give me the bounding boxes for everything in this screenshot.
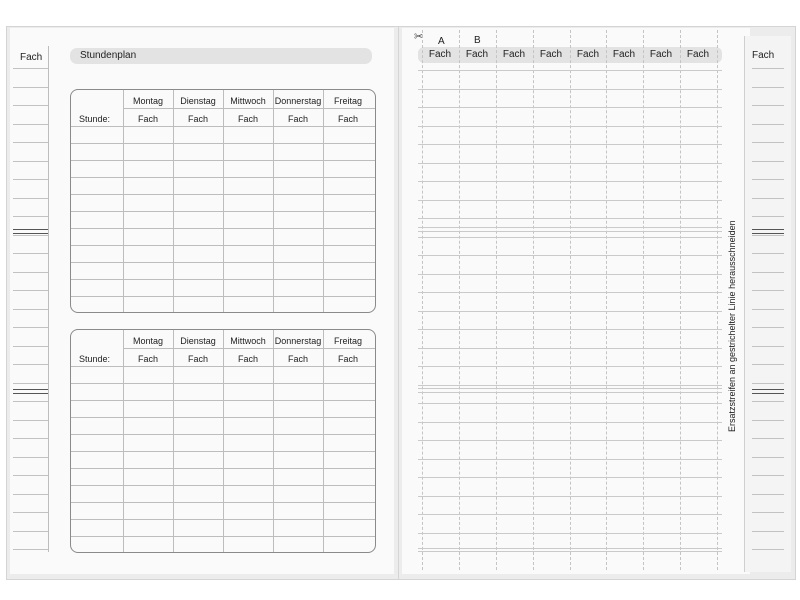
cell-label: Fach <box>137 354 158 364</box>
strip-rule <box>13 457 48 458</box>
spare-strip-rule <box>752 346 784 347</box>
strip-rule <box>13 420 48 421</box>
strip-rule <box>13 549 48 550</box>
column-label: Fach <box>465 49 489 60</box>
grid-row-line <box>71 366 375 367</box>
grid-row-line <box>123 348 375 349</box>
column-label: Fach <box>576 49 600 60</box>
grid-row-line <box>418 144 722 145</box>
strip-separator <box>13 233 48 234</box>
grid-row-line <box>418 348 722 349</box>
strip-rule <box>13 309 48 310</box>
spare-strip-separator <box>752 229 784 230</box>
grid-row-line <box>71 383 375 384</box>
grid-row-line <box>71 451 375 452</box>
strip-rule <box>13 327 48 328</box>
column-cut-line <box>422 30 423 570</box>
column-cut-line <box>533 30 534 570</box>
grid-row-line <box>123 108 375 109</box>
strip-rule <box>13 475 48 476</box>
grid-row-line <box>71 417 375 418</box>
page-title <box>70 48 372 64</box>
grid-row-line <box>418 533 722 534</box>
spare-strip-rule <box>752 327 784 328</box>
strip-rule <box>13 272 48 273</box>
strip-rule <box>13 401 48 402</box>
column-label: Fach <box>649 49 673 60</box>
grid-row-line <box>418 329 722 330</box>
column-label: Fach <box>612 49 636 60</box>
spare-strip-rule <box>752 475 784 476</box>
grid-row-line <box>418 514 722 515</box>
strip-rule <box>13 68 48 69</box>
strip-rule <box>13 124 48 125</box>
grid-row-line <box>418 200 722 201</box>
grid-row-line <box>71 519 375 520</box>
grid-row-line <box>418 237 722 238</box>
cell-label: Fach <box>337 114 358 124</box>
right-page <box>402 28 750 574</box>
cell-label: Fach <box>337 354 358 364</box>
day-header: Donnerstag <box>274 336 322 346</box>
spare-strip-rule <box>752 179 784 180</box>
spare-strip-rule <box>752 68 784 69</box>
spare-strip-rule <box>752 438 784 439</box>
spare-strip-rule <box>752 198 784 199</box>
spare-strip-rule <box>752 383 784 384</box>
grid-row-line <box>71 228 375 229</box>
column-label: Fach <box>539 49 563 60</box>
column-cut-line <box>717 30 718 570</box>
grid-row-line <box>418 496 722 497</box>
column-label: Fach <box>428 49 452 60</box>
grid-row-line <box>418 403 722 404</box>
spare-strip-rule <box>752 549 784 550</box>
column-label: Fach <box>502 49 526 60</box>
title-text: Stundenplan <box>80 50 137 61</box>
spare-strip-rule <box>752 142 784 143</box>
strip-rule <box>13 531 48 532</box>
grid-row-line <box>71 211 375 212</box>
strip-rule <box>13 179 48 180</box>
day-header: Mittwoch <box>230 336 266 346</box>
cell-label: Fach <box>187 114 208 124</box>
grid-row-line <box>418 89 722 90</box>
column-cut-line <box>643 30 644 570</box>
spare-strip-rule <box>752 161 784 162</box>
strip-rule <box>13 253 48 254</box>
grid-row-line <box>71 536 375 537</box>
strip-rule <box>13 346 48 347</box>
strip-separator <box>13 393 48 394</box>
grid-separator <box>418 388 722 389</box>
strip-rule <box>13 216 48 217</box>
day-header: Donnerstag <box>274 96 322 106</box>
column-cut-line <box>680 30 681 570</box>
grid-row-line <box>418 422 722 423</box>
spare-strip-rule <box>752 235 784 236</box>
grid-row-line <box>418 385 722 386</box>
strip-rule <box>13 105 48 106</box>
grid-row-line <box>71 296 375 297</box>
spare-strip-page <box>744 36 791 572</box>
strip-rule <box>13 438 48 439</box>
grid-row-line <box>71 400 375 401</box>
column-cut-line <box>570 30 571 570</box>
day-header: Montag <box>132 96 164 106</box>
grid-row-line <box>418 181 722 182</box>
spare-strip-separator <box>752 393 784 394</box>
strip-rule <box>13 87 48 88</box>
spare-strip-rule <box>752 216 784 217</box>
cell-label: Fach <box>287 354 308 364</box>
grid-row-line <box>418 163 722 164</box>
cut-instruction: Ersatzstreifen an gestrichelter Linie herausschneiden <box>727 220 737 432</box>
grid-separator <box>418 231 722 232</box>
column-cut-line <box>459 30 460 570</box>
spare-strip-rule <box>752 457 784 458</box>
grid-row-line <box>418 440 722 441</box>
column-letter-a: A <box>438 36 445 47</box>
grid-row-line <box>418 126 722 127</box>
grid-row-line <box>71 485 375 486</box>
grid-row-line <box>418 551 722 552</box>
day-header: Dienstag <box>180 336 216 346</box>
grid-row-line <box>418 255 722 256</box>
grid-row-line <box>71 468 375 469</box>
grid-row-line <box>418 107 722 108</box>
strip-rule <box>13 383 48 384</box>
grid-row-line <box>71 245 375 246</box>
day-header: Freitag <box>333 336 362 346</box>
spare-strip-rule <box>752 253 784 254</box>
cell-label: Fach <box>237 114 258 124</box>
column-cut-line <box>496 30 497 570</box>
strip-rule <box>13 198 48 199</box>
day-header: Dienstag <box>180 96 216 106</box>
grid-row-line <box>418 292 722 293</box>
grid-row-line <box>418 366 722 367</box>
day-header: Freitag <box>333 96 362 106</box>
row-label: Stunde: <box>79 354 111 364</box>
cell-label: Fach <box>137 114 158 124</box>
grid-row-line <box>71 434 375 435</box>
scissors-icon: ✂ <box>414 31 424 43</box>
grid-row-line <box>71 126 375 127</box>
grid-row-line <box>71 160 375 161</box>
grid-row-line <box>71 262 375 263</box>
spare-strip-rule <box>752 272 784 273</box>
strip-rule <box>13 142 48 143</box>
column-letter-b: B <box>474 35 481 46</box>
column-cut-line <box>606 30 607 570</box>
spare-strip-rule <box>752 124 784 125</box>
strip-rule <box>13 290 48 291</box>
spare-strip-rule <box>752 420 784 421</box>
spare-strip-rule <box>752 309 784 310</box>
spare-strip-rule <box>752 364 784 365</box>
grid-row-line <box>418 477 722 478</box>
grid-row-line <box>71 194 375 195</box>
strip-rule <box>13 235 48 236</box>
column-label: Fach <box>686 49 710 60</box>
strip-rule <box>13 161 48 162</box>
day-header: Montag <box>132 336 164 346</box>
strip-rule <box>13 364 48 365</box>
spare-strip-separator <box>752 233 784 234</box>
cell-label: Fach <box>237 354 258 364</box>
subject-strip-left <box>12 46 49 552</box>
spare-strip-rule <box>752 87 784 88</box>
grid-row-line <box>418 274 722 275</box>
strip-separator <box>13 229 48 230</box>
strip-separator <box>13 389 48 390</box>
grid-row-line <box>71 177 375 178</box>
spare-strip-rule <box>752 290 784 291</box>
spare-strip-rule <box>752 494 784 495</box>
grid-row-line <box>418 70 722 71</box>
grid-row-line <box>418 311 722 312</box>
grid-row-line <box>418 459 722 460</box>
spare-strip-rule <box>752 531 784 532</box>
grid-separator <box>418 548 722 549</box>
cell-label: Fach <box>187 354 208 364</box>
timetable-1 <box>70 89 376 313</box>
cell-label: Fach <box>287 114 308 124</box>
grid-row-line <box>71 502 375 503</box>
strip-label: Fach <box>20 52 43 63</box>
row-label: Stunde: <box>79 114 111 124</box>
grid-separator <box>418 227 722 228</box>
timetable-2 <box>70 329 376 553</box>
strip-rule <box>13 512 48 513</box>
grid-separator <box>418 392 722 393</box>
spare-strip-rule <box>752 512 784 513</box>
grid-row-line <box>418 218 722 219</box>
spare-strip-label: Fach <box>752 50 775 61</box>
spare-strip-rule <box>752 401 784 402</box>
spare-strip-separator <box>752 389 784 390</box>
strip-rule <box>13 494 48 495</box>
grid-row-line <box>71 279 375 280</box>
spare-strip-rule <box>752 105 784 106</box>
day-header: Mittwoch <box>230 96 266 106</box>
grid-row-line <box>71 143 375 144</box>
